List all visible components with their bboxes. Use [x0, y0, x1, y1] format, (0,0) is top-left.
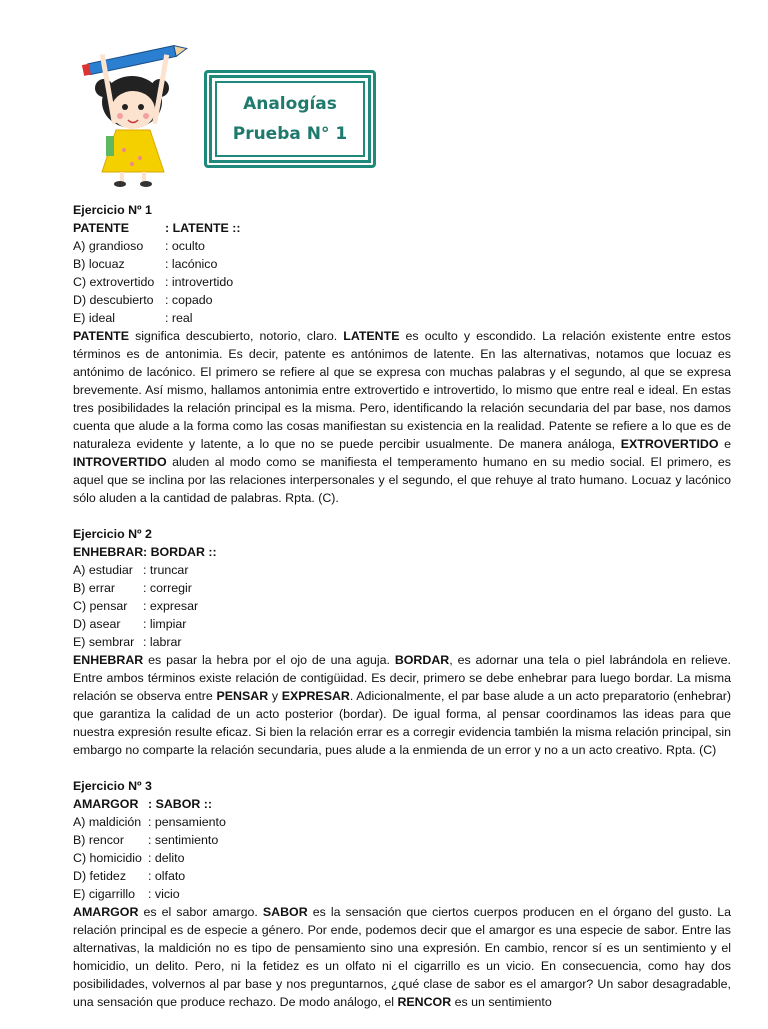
- explanation-paragraph: [73, 327, 731, 507]
- option-b: [73, 255, 731, 273]
- base-pair-right: : SABOR ::: [148, 797, 213, 811]
- base-pair-left: PATENTE: [73, 221, 129, 235]
- term: RENCOR: [397, 995, 452, 1009]
- term: ENHEBRAR: [73, 653, 144, 667]
- option-left: D) descubierto: [73, 293, 154, 307]
- option-c: [73, 849, 731, 867]
- option-right: : truncar: [143, 563, 189, 577]
- option-left: C) extrovertido: [73, 275, 155, 289]
- base-pair: [73, 219, 731, 237]
- exercise-2: [73, 525, 731, 759]
- option-right: : expresar: [143, 599, 199, 613]
- option-left: E) cigarrillo: [73, 887, 135, 901]
- term: AMARGOR: [73, 905, 139, 919]
- text: y: [268, 689, 282, 703]
- option-left: A) estudiar: [73, 563, 133, 577]
- base-pair-left: ENHEBRAR: [73, 545, 144, 559]
- text: aluden al modo como se manifiesta el temperamento humano en su medio social. El primero, es aquel que se inclina por las relaciones interpersonales y el segundo, el que rehuye al trato humano. Locuaz y lacónico sólo aluden a la cantidad de palabras. Rpta. (C).: [73, 455, 731, 505]
- text: es oculto y escondido. La relación existente entre estos términos es de antonimia. Es decir, patente es antónimos de latente. En las alternativas, notamos que locuaz es antónimo de lacónico. El primero se refiere al que se expresa con muchas palabras y el segundo, al que se expresa brevemente. Así mismo, hallamos antonimia entre extrovertido e introvertido, lo mismo que entre real e ideal. En estas tres posibilidades la relación principal es la misma. Pero, identificando la relación secundaria del par base, nos damos cuenta que alude a la forma como las cosas manifiestan su existencia en la realidad. Patente se refiere a lo que es de naturaleza evidente y latente, a lo que no se puede percibir usualmente. De manera análoga,: [73, 329, 731, 451]
- option-a: [73, 237, 731, 255]
- text: es el sabor amargo.: [138, 905, 263, 919]
- term: SABOR: [262, 905, 308, 919]
- option-d: [73, 867, 731, 885]
- base-pair-right: : BORDAR ::: [143, 545, 217, 559]
- text: es pasar la hebra por el ojo de una aguja.: [143, 653, 395, 667]
- option-left: D) asear: [73, 617, 121, 631]
- option-left: D) fetidez: [73, 869, 127, 883]
- base-pair: [73, 795, 731, 813]
- option-right: : lacónico: [165, 257, 218, 271]
- option-left: B) locuaz: [73, 257, 125, 271]
- term: LATENTE: [343, 329, 400, 343]
- option-b: [73, 831, 731, 849]
- exercise-heading: Ejercicio Nº 1: [73, 203, 152, 217]
- explanation-paragraph: [73, 903, 731, 1011]
- text: e: [718, 437, 731, 451]
- option-b: [73, 579, 731, 597]
- exercise-3: [73, 777, 731, 1011]
- option-right: : introvertido: [165, 275, 234, 289]
- title-box-inner: [215, 81, 365, 157]
- option-right: : limpiar: [143, 617, 187, 631]
- option-right: : real: [165, 311, 193, 325]
- option-e: [73, 309, 731, 327]
- option-right: : vicio: [148, 887, 180, 901]
- option-c: [73, 597, 731, 615]
- text: es la sensación que ciertos cuerpos producen en el órgano del gusto. La relación principal es de especie a género. Por ende, podemos decir que el amargor es una especie de sabor. Entre las alternativas, la maldición no es tipo de pensamiento sino una expresión. En cambio, rencor sí es un sentimiento y el homicidio, un delito. Pero, ni la fetidez es un olfato ni el cigarrillo es un vicio. En consecuencia, como hay dos posibilidades, volvernos al par base y nos preguntarnos, ¿qué clase de sabor es el amargor? Un sabor desagradable, una sensación que produce rechazo. De modo análogo, el: [73, 905, 731, 1009]
- girl-with-pencil-illustration: [80, 40, 190, 190]
- option-right: : copado: [165, 293, 213, 307]
- option-right: : olfato: [148, 869, 186, 883]
- exercise-heading: Ejercicio Nº 2: [73, 527, 152, 541]
- term: BORDAR: [394, 653, 450, 667]
- title-box: [204, 70, 376, 168]
- base-pair: [73, 543, 731, 561]
- page-header: [0, 0, 768, 195]
- term: PATENTE: [73, 329, 129, 343]
- option-right: : oculto: [165, 239, 205, 253]
- option-right: : labrar: [143, 635, 182, 649]
- text: . Adicionalmente, el par base alude a un acto preparatorio (enhebrar) que garantiza la calidad de un acto posterior (bordar). De igual forma, al pensar coordinamos las ideas para que nuestra expresión resulte eficaz. Si bien la relación errar es a corregir evidencia también la misma relación principal, sin embargo no comparte la relación secundaria, pues alude a la enmienda de un error y no a un acto creativo. Rpta. (C): [73, 689, 731, 757]
- option-e: [73, 633, 731, 651]
- term: INTROVERTIDO: [73, 455, 167, 469]
- option-left: C) homicidio: [73, 851, 142, 865]
- option-left: B) errar: [73, 581, 115, 595]
- option-left: A) grandioso: [73, 239, 144, 253]
- exercise-heading: Ejercicio Nº 3: [73, 779, 152, 793]
- option-a: [73, 813, 731, 831]
- text: es un sentimiento: [451, 995, 552, 1009]
- base-pair-left: AMARGOR: [73, 797, 139, 811]
- option-e: [73, 885, 731, 903]
- option-right: : sentimiento: [148, 833, 219, 847]
- option-d: [73, 291, 731, 309]
- option-left: B) rencor: [73, 833, 124, 847]
- term: EXTROVERTIDO: [620, 437, 719, 451]
- option-right: : pensamiento: [148, 815, 226, 829]
- document-body: [73, 201, 731, 1029]
- term: EXPRESAR: [281, 689, 350, 703]
- option-left: E) sembrar: [73, 635, 135, 649]
- option-left: A) maldición: [73, 815, 142, 829]
- option-right: : corregir: [143, 581, 192, 595]
- base-pair-right: : LATENTE ::: [165, 221, 241, 235]
- text: significa descubierto, notorio, claro.: [129, 329, 344, 343]
- option-a: [73, 561, 731, 579]
- exercise-1: [73, 201, 731, 507]
- explanation-paragraph: [73, 651, 731, 759]
- page-title: Analogías: [243, 94, 337, 114]
- text: , es adornar una tela o piel labrándola en relieve. Entre ambos términos existe relación de contigüidad. Es decir, primero se debe enhebrar para luego bordar. La misma relación se observa entre: [73, 653, 731, 703]
- option-left: E) ideal: [73, 311, 116, 325]
- page-subtitle: Prueba N° 1: [232, 124, 348, 144]
- option-left: C) pensar: [73, 599, 128, 613]
- option-d: [73, 615, 731, 633]
- option-right: : delito: [148, 851, 185, 865]
- option-c: [73, 273, 731, 291]
- term: PENSAR: [216, 689, 269, 703]
